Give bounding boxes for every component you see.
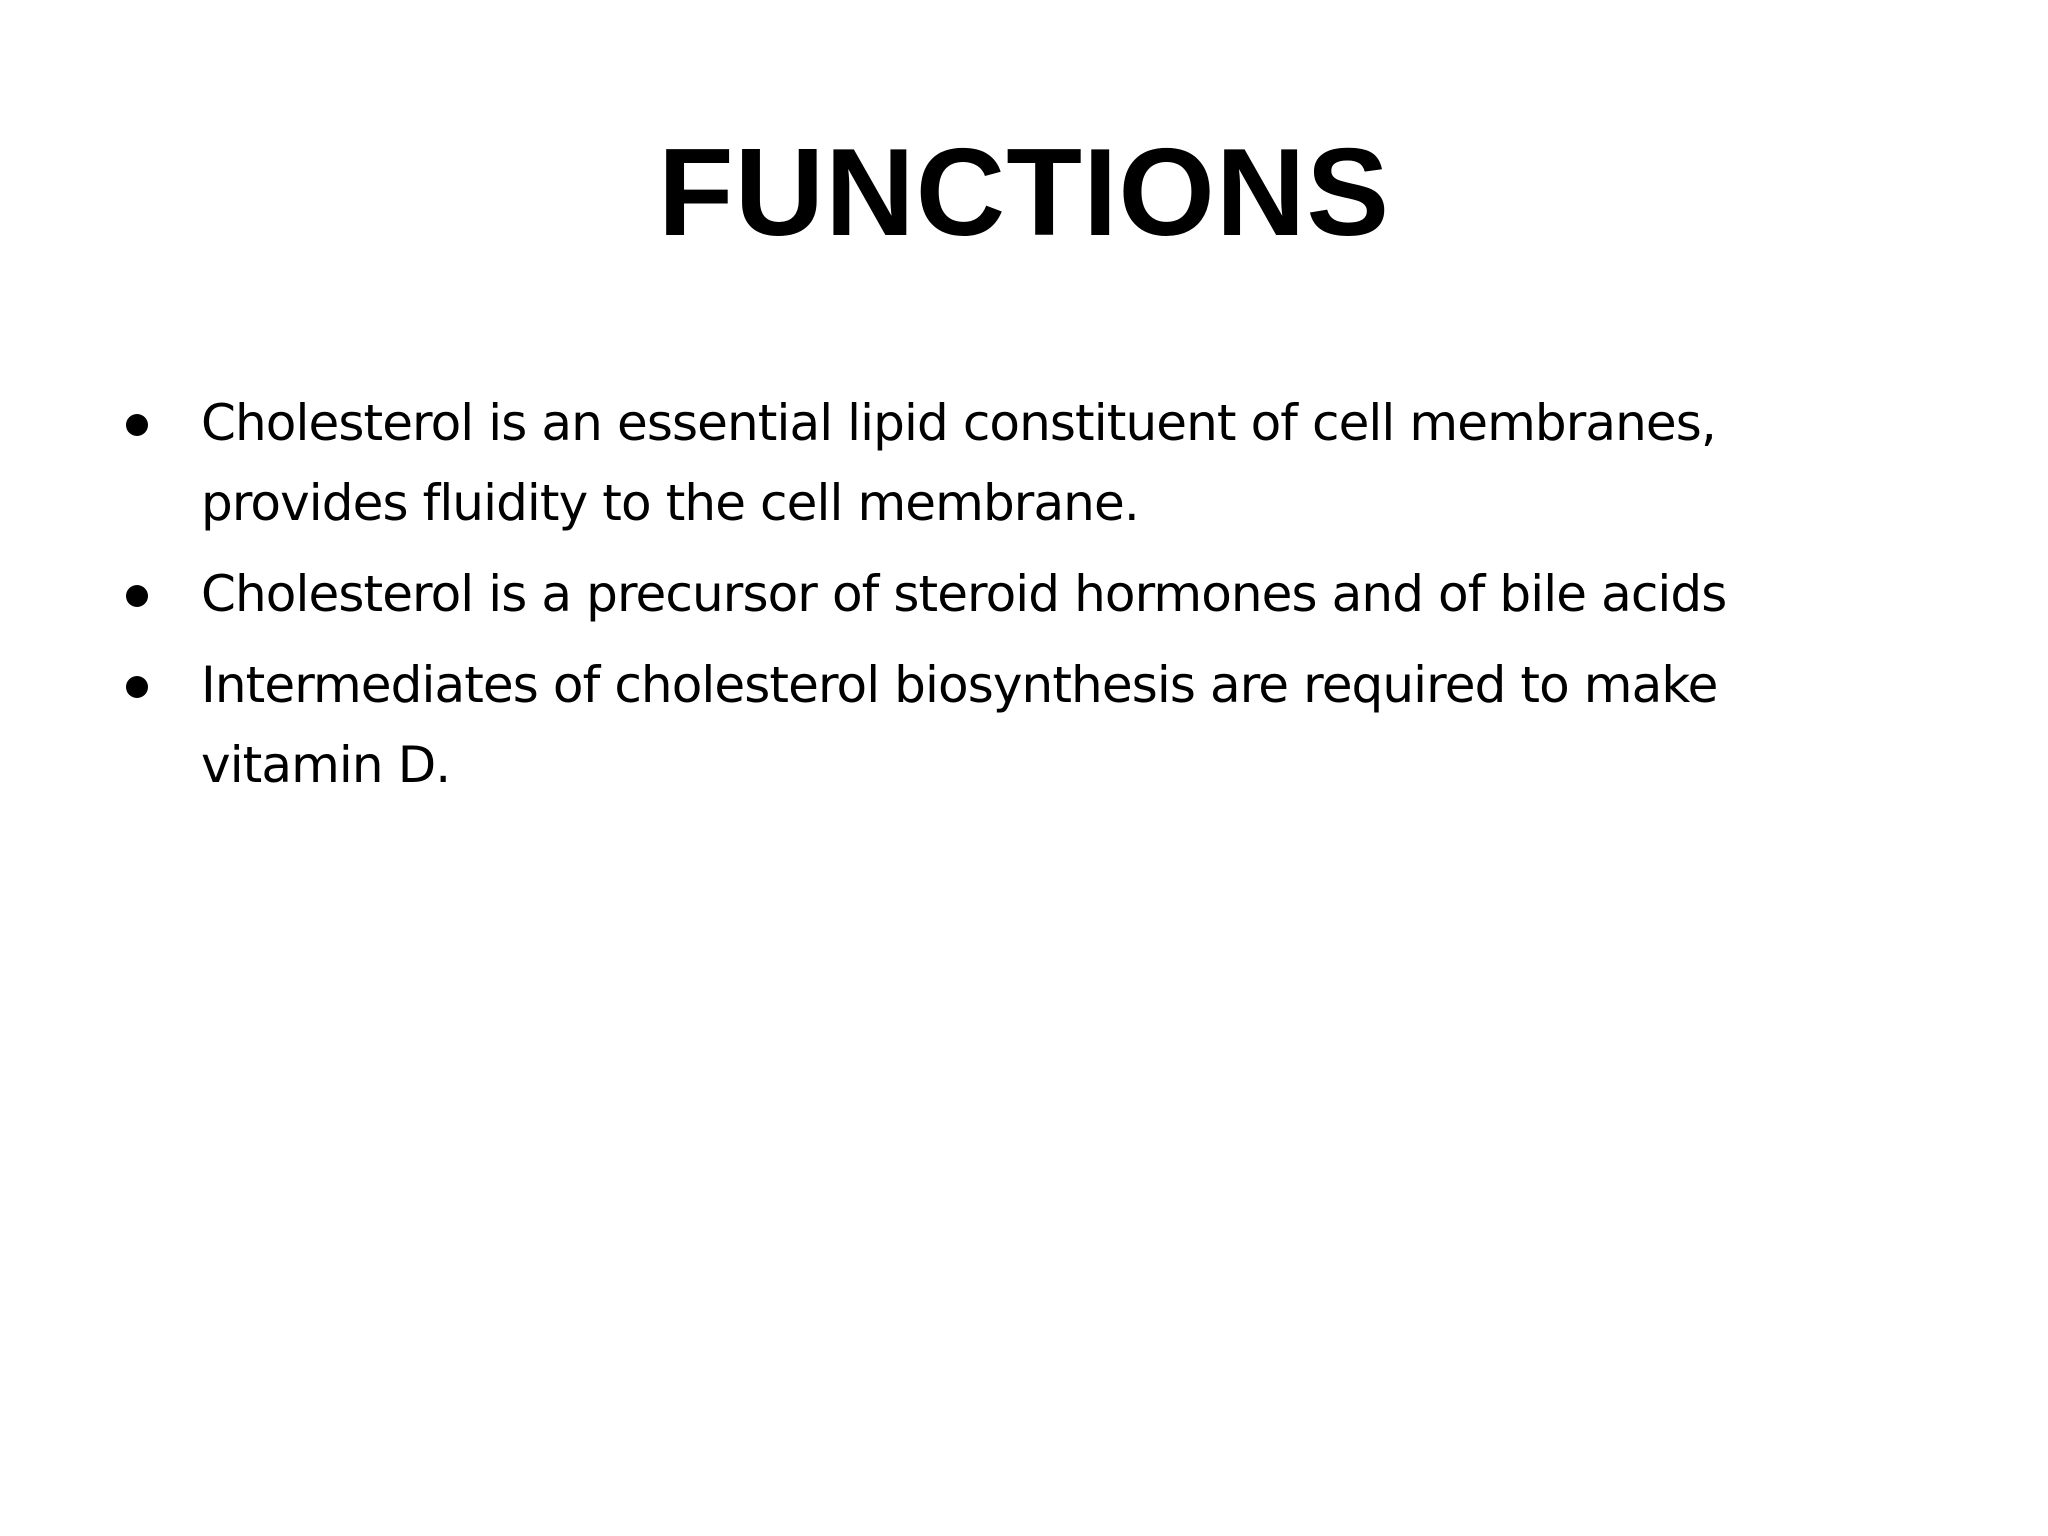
- list-item: [0, 554, 2048, 634]
- bullet-icon: [126, 676, 148, 698]
- bullet-icon: [126, 585, 148, 607]
- list-item: [0, 645, 2048, 805]
- bullet-text-line: vitamin D.: [201, 736, 451, 794]
- bullet-text-line: provides fluidity to the cell membrane.: [201, 474, 1139, 532]
- bullet-icon: [126, 414, 148, 436]
- bullet-list: [0, 383, 2048, 816]
- bullet-text-line: Cholesterol is an essential lipid constituent of cell membranes,: [201, 394, 1716, 452]
- slide-title: FUNCTIONS: [657, 124, 1391, 262]
- bullet-text-line: Cholesterol is a precursor of steroid hormones and of bile acids: [201, 565, 1727, 623]
- bullet-text-line: Intermediates of cholesterol biosynthesis are required to make: [201, 656, 1718, 714]
- list-item: [0, 383, 2048, 543]
